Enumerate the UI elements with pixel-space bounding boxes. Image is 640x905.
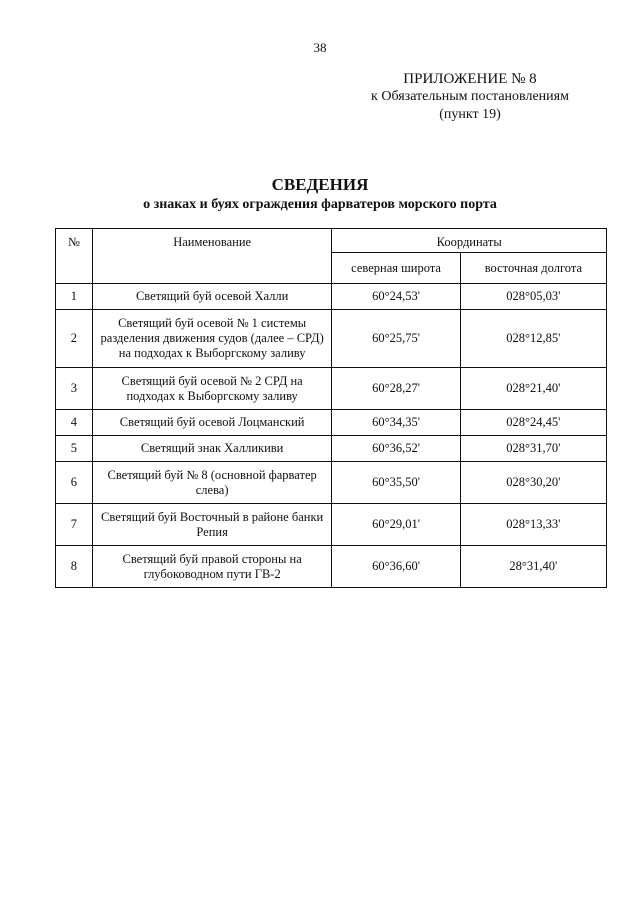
row-name: Светящий буй Восточный в районе банки Репия <box>92 504 332 546</box>
row-latitude: 60°35,50' <box>332 462 460 504</box>
row-longitude: 028°24,45' <box>460 410 606 436</box>
table-row <box>56 436 607 462</box>
appendix-title: ПРИЛОЖЕНИЕ № 8 <box>403 71 537 87</box>
row-latitude: 60°24,53' <box>332 284 460 310</box>
row-latitude: 60°28,27' <box>332 368 460 410</box>
row-latitude: 60°34,35' <box>332 410 460 436</box>
row-name: Светящий знак Халликиви <box>92 436 332 462</box>
table-row <box>56 462 607 504</box>
row-longitude: 028°31,70' <box>460 436 606 462</box>
row-num: 7 <box>56 504 93 546</box>
row-name: Светящий буй осевой Лоцманский <box>92 410 332 436</box>
table-row <box>56 368 607 410</box>
row-name: Светящий буй № 8 (основной фарватер слева) <box>92 462 332 504</box>
document-subtitle: о знаках и буях ограждения фарватеров морского порта <box>143 197 497 212</box>
row-num: 5 <box>56 436 93 462</box>
row-num: 6 <box>56 462 93 504</box>
row-num: 2 <box>56 310 93 368</box>
document-heading <box>0 174 640 214</box>
row-name: Светящий буй осевой № 2 СРД на подходах к Выборгскому заливу <box>92 368 332 410</box>
table-row <box>56 546 607 588</box>
buoys-table <box>55 228 607 588</box>
document-title: СВЕДЕНИЯ <box>271 175 369 194</box>
table-header-row <box>56 229 607 253</box>
row-longitude: 028°21,40' <box>460 368 606 410</box>
row-latitude: 60°36,60' <box>332 546 460 588</box>
row-longitude: 028°13,33' <box>460 504 606 546</box>
header-longitude: восточная долгота <box>460 253 606 284</box>
table-row <box>56 504 607 546</box>
header-name: Наименование <box>92 229 332 284</box>
row-longitude: 28°31,40' <box>460 546 606 588</box>
row-latitude: 60°25,75' <box>332 310 460 368</box>
row-name: Светящий буй осевой № 1 системы разделения движения судов (далее – СРД) на подходах к Выборгскому заливу <box>92 310 332 368</box>
header-coordinates: Координаты <box>332 229 607 253</box>
row-name: Светящий буй осевой Халли <box>92 284 332 310</box>
row-num: 3 <box>56 368 93 410</box>
table-row <box>56 410 607 436</box>
row-latitude: 60°29,01' <box>332 504 460 546</box>
header-latitude: северная широта <box>332 253 460 284</box>
row-latitude: 60°36,52' <box>332 436 460 462</box>
row-longitude: 028°05,03' <box>460 284 606 310</box>
table-row <box>56 310 607 368</box>
row-name: Светящий буй правой стороны на глубоководном пути ГВ-2 <box>92 546 332 588</box>
appendix-reference: к Обязательным постановлениям <box>371 89 569 104</box>
appendix-clause: (пункт 19) <box>439 107 501 122</box>
page-number: 38 <box>313 40 327 55</box>
row-longitude: 028°30,20' <box>460 462 606 504</box>
row-num: 4 <box>56 410 93 436</box>
row-longitude: 028°12,85' <box>460 310 606 368</box>
appendix-block <box>340 70 600 124</box>
header-num: № <box>56 229 93 284</box>
table-row <box>56 284 607 310</box>
row-num: 8 <box>56 546 93 588</box>
row-num: 1 <box>56 284 93 310</box>
